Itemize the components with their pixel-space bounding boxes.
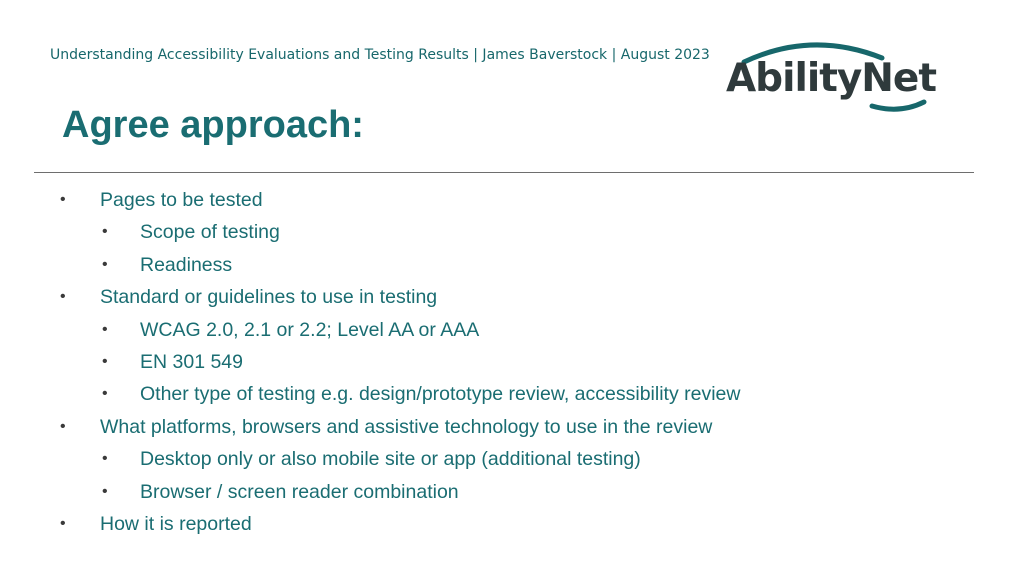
- sub-bullet-item: [0, 216, 1024, 248]
- bullet-text: Scope of testing: [140, 221, 280, 244]
- presentation-header: Understanding Accessibility Evaluations and Testing Results | James Baverstock | August 2023: [50, 47, 710, 63]
- bullet-icon: •: [60, 417, 66, 435]
- sub-bullet-item: [0, 378, 1024, 410]
- bullet-icon: •: [102, 482, 108, 500]
- bullet-text: What platforms, browsers and assistive technology to use in the review: [100, 415, 713, 438]
- bullet-item: [0, 184, 1024, 216]
- bullet-item: [0, 411, 1024, 443]
- sub-bullet-item: [0, 249, 1024, 281]
- sub-bullet-item: [0, 476, 1024, 508]
- bullet-icon: •: [60, 514, 66, 532]
- bullet-icon: •: [102, 450, 108, 468]
- bullet-icon: •: [102, 255, 108, 273]
- bullet-icon: •: [60, 191, 66, 208]
- title-divider: [34, 172, 974, 173]
- slide-title: Agree approach:: [62, 104, 364, 146]
- bullet-text: Standard or guidelines to use in testing: [100, 286, 438, 309]
- bullet-text: Readiness: [140, 253, 233, 276]
- bullet-icon: •: [102, 223, 108, 241]
- sub-bullet-item: [0, 443, 1024, 475]
- bullet-icon: •: [102, 385, 108, 403]
- bullet-text: How it is reported: [100, 512, 252, 535]
- bullet-text: EN 301 549: [140, 350, 243, 373]
- bullet-item: [0, 508, 1024, 540]
- bullet-text: WCAG 2.0, 2.1 or 2.2; Level AA or AAA: [140, 318, 480, 341]
- bullet-list: [0, 184, 1024, 540]
- bullet-text: Other type of testing e.g. design/prototype review, accessibility review: [140, 383, 741, 406]
- abilitynet-logo: [722, 36, 937, 116]
- logo-text: AbilityNet: [726, 56, 937, 101]
- bullet-icon: •: [60, 288, 66, 306]
- sub-bullet-item: [0, 314, 1024, 346]
- bullet-icon: •: [102, 352, 108, 370]
- bullet-item: [0, 281, 1024, 313]
- bullet-text: Pages to be tested: [100, 189, 263, 211]
- bullet-icon: •: [102, 320, 108, 338]
- bullet-text: Browser / screen reader combination: [140, 480, 459, 503]
- bullet-text: Desktop only or also mobile site or app (additional testing): [140, 448, 641, 471]
- sub-bullet-item: [0, 346, 1024, 378]
